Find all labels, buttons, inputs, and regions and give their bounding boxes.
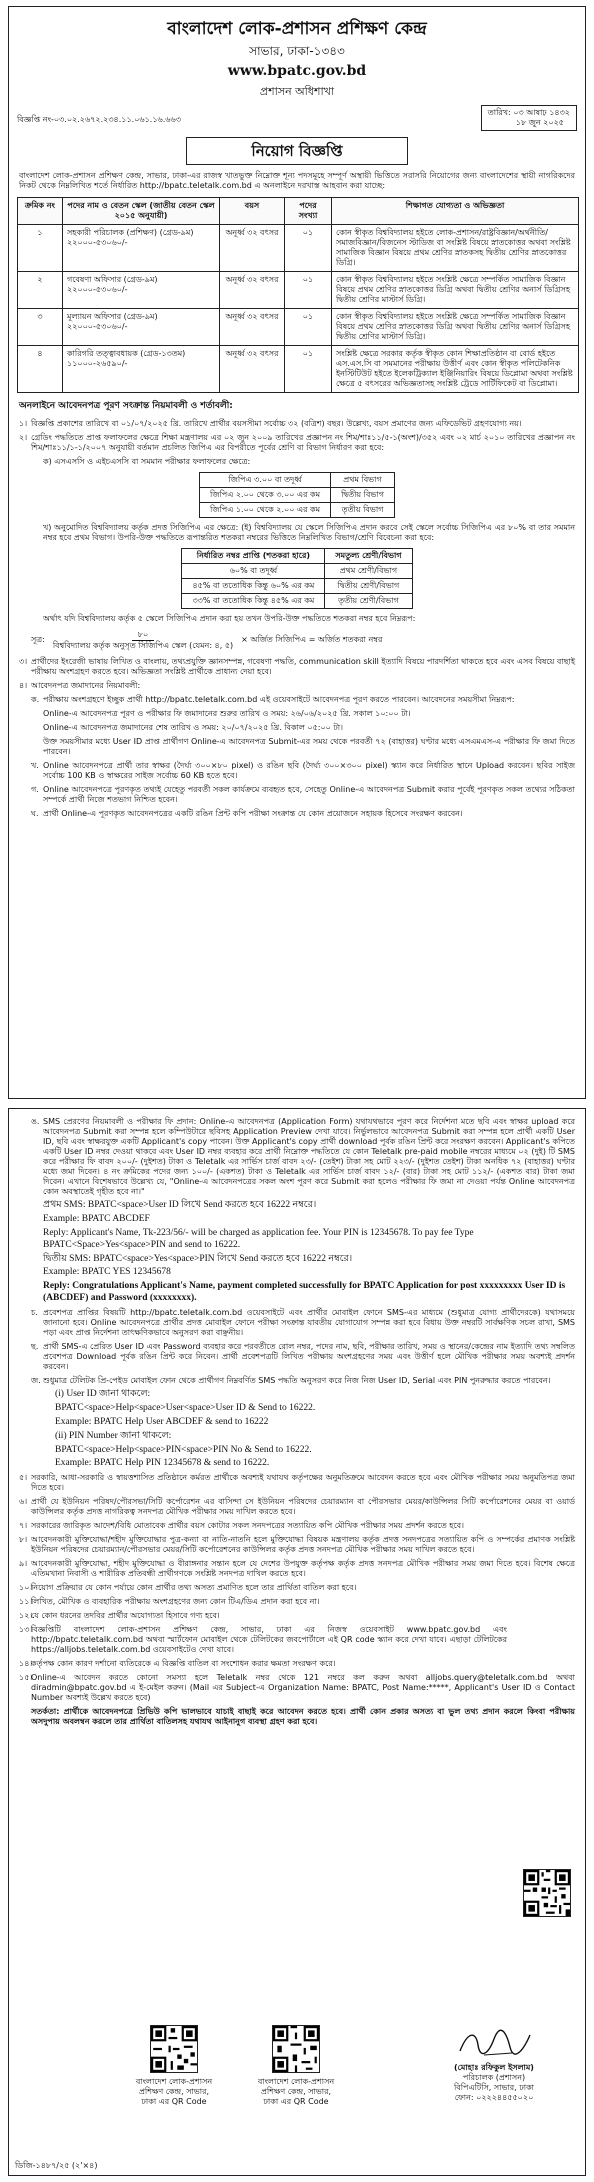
final-text: প্রার্থী যে ইউনিয়ন পরিষদ/পৌরসভা/সিটি কর্পোরেশন এর বাসিন্দা সে ইউনিয়ন পরিষদের চেয়ারম্যান বা পৌরসভার মেয়র/কাউন্সিলর সিটি কর্পোরেশনের মেয়র বা ওয়ার্ড কাউন্সিলর কর্তৃক প্রদত্ত নাগরিকত্ব সনদপত্র মৌখিক পরীক্ষার সময় দাখিল করতে হবে। <box>31 1497 575 1517</box>
final-text: কর্তৃপক্ষ কোন কারণ দর্শানো ব্যতিরেকে এ বিজ্ঞপ্তি বাতিল বা সংশোধন করার ক্ষমতা সংরক্ষণ করে। <box>31 1659 336 1669</box>
table-row <box>182 578 412 593</box>
after-sms-item <box>9 1374 585 1388</box>
condition-item <box>9 655 585 679</box>
final-num: ১২। <box>19 1611 33 1621</box>
qr-code-icon <box>273 2026 319 2072</box>
formula-label: সূত্র: <box>31 635 45 644</box>
table-row <box>200 472 395 487</box>
row-count: ০১ <box>285 272 332 309</box>
table-row <box>18 272 579 309</box>
gpa-b-range: ৬০% বা তদূর্ধ্ব <box>182 563 325 578</box>
final-num: ৮। <box>19 1535 28 1545</box>
sms-num: ঙ. <box>31 1117 40 1126</box>
sms-example-line: প্রথম SMS: BPATC<space>User ID লিখে Send করতে হবে 16222 নম্বরে। <box>43 1200 317 1210</box>
condition-text: গ্রেডিং পদ্ধতিতে প্রাপ্ত ফলাফলের ক্ষেত্রে শিক্ষা মন্ত্রণালয় এর ০২ জুন ২০০৯ তারিখের প্রজ্ঞাপন নং শিম/শাঃ১১/৫-১(অংশ)/৩৫২ এবং ০২ মার্চ ২০১০ তারিখের প্রজ্ঞাপন নং শিম/শাঃ১১/১-১/২০০৭ অনুযায়ী বর্তমান প্রচলিত জিপিএ এর বিপরীতে পূর্বের শ্রেণি বা বিভাগ নির্ধারণ করা হবে: <box>31 432 575 452</box>
row-serial: ১ <box>18 225 63 272</box>
condition-text: বিজ্ঞপ্তি প্রকাশের তারিখে বা ০১/০৭/২০২৫ খ্রি. তারিখে প্রার্থীর বয়সসীমা সর্বোচ্চ ৩২ (বত্রিশ) বছর। উল্লেখ্য, বয়স প্রমাণের জন্য এফিডেভিট গ্রহণযোগ্য নয়। <box>31 418 522 428</box>
qr1-caption-2: প্রশিক্ষণ কেন্দ্র, সাভার, <box>138 2087 210 2096</box>
final-item <box>9 1595 585 1609</box>
condition-num: ২। <box>19 432 28 442</box>
signature-block <box>409 2025 579 2103</box>
gpa-b-class: প্রথম শ্রেণী/বিভাগ <box>325 563 412 578</box>
handwritten-signature-icon <box>454 2025 534 2059</box>
row-qualification: সংশ্লিষ্ট ক্ষেত্রে সরকার কর্তৃক স্বীকৃত কোন শিক্ষাপ্রতিষ্ঠান বা বোর্ড হইতে এস.এস.সি বা সমমানের পরীক্ষায় উত্তীর্ণ এবং কোন স্বীকৃত পলিটেকনিক ইনস্টিটিউট হইতে ইলেকট্রিক্যাল ইঞ্জিনিয়ারিং বিষয়ে ডিপ্লোমা অথবা সংশ্লিষ্ট ক্ষেত্রে ৫ বৎসরের অভিজ্ঞতাসহ সংশ্লিষ্ট ট্রেডে সার্টিফিকেট বা ডিপ্লোমা। <box>332 346 579 393</box>
apply-item <box>9 759 585 783</box>
notice-sheet-1 <box>8 6 586 1099</box>
intro-text: বাংলাদেশ লোক-প্রশাসন প্রশিক্ষণ কেন্দ্র, সাভার, ঢাকা-এর রাজস্ব খাতভুক্ত নিম্নোক্ত শূন্য পদসমূহে সম্পূর্ণ অস্থায়ী ভিত্তিতে সরাসরি নিয়োগের জন্য বাংলাদেশের স্থায়ী নাগরিকদের নিকট থেকে নিম্নলিখিত শর্তে নির্ধারিত http://bpatc.teletalk.com.bd এ অনলাইনে দরখাস্ত আহবান করা যাচ্ছে: <box>19 171 575 191</box>
apply-item <box>9 693 585 707</box>
col-qualification: শিক্ষাগত যোগ্যতা ও অভিজ্ঞতা <box>332 198 579 225</box>
sms-example-line: Example: BPATC YES 12345678 <box>43 1267 171 1278</box>
table-row <box>200 487 395 502</box>
condition-num: ৪। <box>19 680 28 690</box>
after-sms-text: প্রার্থী SMS-এ প্রেরিত User ID এবং Password ব্যবহার করে পরবর্তীতে রোল নম্বর, পদের নাম, ছবি, পরীক্ষার তারিখ, সময় ও স্থানের/কেন্দ্রের নাম ইত্যাদি তথ্য সম্বলিত প্রবেশপত্র Download পূর্বক রঙিন প্রিন্ট করে নিবেন। প্রার্থী প্রবেশপত্রটি লিখিত পরীক্ষায় অংশগ্রহণের সময় এবং উত্তীর্ণ হলে মৌখিক পরীক্ষার সময় অবশ্যই প্রদর্শন করবেন। <box>43 1342 575 1371</box>
qr2-caption-2: প্রশিক্ষণ কেন্দ্র, সাভার, <box>260 2087 332 2096</box>
signer-name: (মোহাঃ রফিকুল ইসলাম) <box>454 2063 534 2072</box>
after-sms-item <box>9 1340 585 1374</box>
gpa-a-class: দ্বিতীয় বিভাগ <box>331 487 395 502</box>
final-text: লিখিত, মৌখিক ও ব্যবহারিক পরীক্ষায় অংশগ্রহণের জন্য কোন টিএ/ডিএ প্রদান করা হবে না। <box>31 1597 320 1607</box>
final-item <box>9 1519 585 1533</box>
qr-code-teletalk[interactable] <box>523 1869 571 1917</box>
final-item <box>9 1623 585 1657</box>
recovery-line: (ii) PIN Number জানা থাকলে: <box>55 1430 172 1441</box>
qr-code-icon <box>524 1870 570 1916</box>
gpa-a-class: প্রথম বিভাগ <box>331 472 395 487</box>
warning-note: সতর্কতা: প্রার্থীকে আবেদনপত্রে প্রিভিউ কপি ভালভাবে যাচাই বাছাই করে আবেদন করতে হবে। প্রার্থী কোন প্রকার অসত্য বা ভুল তথ্য প্রদান করলে কিংবা পরীক্ষায় অসদুপায় অবলম্বন করলে তার প্রার্থিতা বাতিলসহ যথাযথ আইনানুগ ব্যবস্থা গ্রহণ করা হবে। <box>31 1707 575 1727</box>
gpa-a-range: জিপিএ ৩.০০ বা তদূর্ধ্ব <box>200 472 331 487</box>
gpa-a-range: জিপিএ ১.০০ থেকে ২.০০ এর কম <box>200 502 331 517</box>
signature-image <box>409 2025 579 2063</box>
jobs-table <box>17 197 579 393</box>
recovery-line: (i) User ID জানা থাকলে: <box>55 1389 151 1399</box>
signer-title: পরিচালক (প্রশাসন) <box>462 2073 526 2082</box>
final-text: বিজ্ঞপ্তিটি বাংলাদেশ লোক-প্রশাসন প্রশিক্ষণ কেন্দ্র, সাভার, ঢাকা এর নিজস্ব ওয়েবসাইট www.bpatc.gov.bd এবং http://bpatc.teletalk.com.bd অথবা স্মার্টফোন মোবাইল থেকে টেলিটকের জবপোর্টালে এই QR code স্ক্যান করে দেখা যাবে। এছাড়া টেলিটকের https://alljobs.teletalk.com.bd ওয়েবসাইটেও দেখা যাবে। <box>31 1625 507 1655</box>
row-count: ০১ <box>285 225 332 272</box>
date-label: তারিখ: <box>487 107 511 117</box>
recovery-line: Example: BPATC Help PIN 12345678 & send to 16222. <box>55 1458 270 1469</box>
gpa-b-head-1: নির্ধারিত নম্বর প্রাপ্তি (শতকরা হারে) <box>182 548 325 563</box>
org-address: সাভার, ঢাকা-১৩৪৩ <box>249 44 345 59</box>
qr1-caption-3: ঢাকা এর QR Code <box>141 2097 207 2106</box>
gpa-b-class: তৃতীয় শ্রেণী/বিভাগ <box>325 593 412 608</box>
sms-example-line: Reply: Congratulations Applicant's Name, payment completed successfully for BPATC Application for post xxxxxxxxx User ID is (ABCDEF) and Password (xxxxxxxx). <box>43 1281 566 1304</box>
memo-number: বিজ্ঞপ্তি নং-০৩.০২.২৬৭২.২৩৪.১১.০৬১.১৬.৬৬৩ <box>17 114 181 124</box>
qr-code-bpatc[interactable] <box>150 2025 198 2073</box>
recovery-line: Example: BPATC Help User ABCDEF & send to 16222 <box>55 1416 269 1427</box>
condition-num: ৩। <box>19 656 28 666</box>
signer-phone: ফোন: ০২২২৪৪৫৫০২০ <box>454 2093 534 2102</box>
gpa-b-class: দ্বিতীয় শ্রেণী/বিভাগ <box>325 578 412 593</box>
after-sms-item <box>9 1306 585 1340</box>
notice-header <box>9 7 585 99</box>
final-item <box>9 1657 585 1671</box>
apply-text: পরীক্ষায় অংশগ্রহণে ইচ্ছুক প্রার্থী http://bpatc.teletalk.com.bd এই ওয়েবসাইটে আবেদনপত্র পূরণ করতে পারবেন। আবেদনের সময়সীমা নিম্নরূপ: <box>43 694 515 704</box>
table-row <box>18 309 579 346</box>
signer-org: বিপিএটিসি, সাভার, ঢাকা <box>454 2083 534 2092</box>
cgpa-formula <box>9 626 585 655</box>
gpa-a-class: তৃতীয় বিভাগ <box>331 502 395 517</box>
final-num: ৯। <box>19 1559 28 1569</box>
final-text: সরকারের জারিকৃত আদেশ/বিধি মোতাবেক প্রার্থীর বয়স কোটার সকল সনদপত্রের সত্যায়িত কপি মৌখিক পরীক্ষার সময় প্রদর্শন করতে হবে। <box>31 1521 464 1531</box>
final-item <box>9 1609 585 1623</box>
table-row <box>18 225 579 272</box>
apply-item <box>9 735 585 759</box>
qr1-caption-1: বাংলাদেশ লোক-প্রশাসন <box>135 2077 213 2086</box>
col-age: বয়স <box>220 198 285 225</box>
notice-sheet-2 <box>8 1108 586 2176</box>
sms-example-line: দ্বিতীয় SMS: BPATC<space>Yes<space>PIN লিখে Send করতে হবে 16222 নম্বরে। <box>43 1253 353 1264</box>
final-num: ১৪। <box>19 1659 33 1669</box>
apply-item <box>9 783 585 807</box>
row-serial: ৩ <box>18 309 63 346</box>
table-row <box>182 548 412 563</box>
apply-num: খ. <box>31 760 39 770</box>
gpa-b-head-2: সমতুল্য শ্রেণী/বিভাগ <box>325 548 412 563</box>
final-text: Online-এ আবেদন করতে কোনো সমস্যা হলে Teletalk নম্বর থেকে 121 নম্বরে কল করুন অথবা alljobs.query@teletalk.com.bd অথবা diradmin@bpatc.gov.bd এ ই-মেইল করুন। (Mail এর Subject-এ Organization Name: BPATC, Post Name:*****, Applicant's User ID ও Contact Number অবশ্যই উল্লেখ করতে হবে) <box>31 1673 575 1703</box>
condition-item <box>9 431 585 455</box>
conditions-title: অনলাইনে আবেদনপত্র পূরণ সংক্রান্ত নিয়মাবলী ও শর্তাবলী: <box>19 401 233 412</box>
final-num: ১৫। <box>19 1673 33 1683</box>
final-text: সরকারি, আধা-সরকারি ও স্বায়ত্তশাসিত প্রতিষ্ঠানে কর্মরত প্রার্থীকে অবশ্যই যথাযথ কর্তৃপক্ষের অনুমতিক্রমে আবেদন করতে হবে এবং মৌখিক পরীক্ষার সময় অনুমতিপত্র জমা দিতে হবে। <box>31 1473 575 1493</box>
row-serial: ২ <box>18 272 63 309</box>
qr-code-icon <box>151 2026 197 2072</box>
col-serial: ক্রমিক নং <box>18 198 63 225</box>
final-num: ১০। <box>19 1583 33 1593</box>
apply-num: ক. <box>31 694 40 704</box>
final-num: ১৩। <box>19 1625 33 1635</box>
condition-num: ১। <box>19 418 28 428</box>
after-sms-text: শুধুমাত্র টেলিটক প্রি-পেইড মোবাইল ফোন থেকে প্রার্থীগণ নিম্নবর্ণিত SMS পদ্ধতি অনুসরণ করে নিজ নিজ User ID, Serial এবং PIN পুনরুদ্ধার করতে পারবেন। <box>43 1376 551 1385</box>
after-sms-text: প্রবেশপত্র প্রাপ্তির বিষয়টি http://bpatc.teletalk.com.bd ওয়েবসাইটে এবং প্রার্থীর মোবাইল ফোনে SMS-এর মাধ্যমে (শুধুমাত্র যোগ্য প্রার্থীদেরকে) যথাসময়ে জানানো হবে। Online আবেদনপত্রে প্রার্থীর প্রদত্ত মোবাইল ফোনে পরীক্ষা সংক্রান্ত যাবতীয় যোগাযোগ সম্পন্ন করা হবে বিধায় উক্ত নম্বরটি সার্বক্ষণিক সচল রাখা, SMS পড়া এবং প্রাপ্ত নির্দেশনা তাৎক্ষণিকভাবে অনুসরণ করা বাঞ্ছনীয়। <box>43 1308 575 1337</box>
apply-text: প্রার্থী Online-এ পূরণকৃত আবেদনপত্রের একটি রঙিন প্রিন্ট কপি পরীক্ষা সংক্রান্ত যে কোন প্রয়োজনে সহায়ক হিসেবে সংরক্ষণ করবেন। <box>43 808 463 818</box>
gpa-b-range: ৩৩% বা ততোধিক কিন্তু ৪৫% এর কম <box>182 593 325 608</box>
row-post: মূল্যায়ন অফিসার (গ্রেড-৯ম) ২২০০০-৫৩০৬০/- <box>63 309 220 346</box>
final-text: যে কোন ধরনের তদবির প্রার্থীর অযোগ্যতা হিসাবে গণ্য হবে। <box>31 1611 220 1621</box>
row-qualification: কোন স্বীকৃত বিশ্ববিদ্যালয় হইতে সংশ্লিষ্ট ক্ষেত্রে সম্পর্কিত সামাজিক বিজ্ঞান বিষয়ে প্রথম শ্রেণির স্নাতকোত্তর ডিগ্রি অথবা দ্বিতীয় শ্রেণির অনার্স ডিগ্রিসহ দ্বিতীয় শ্রেণির মাস্টার্স ডিগ্রি। <box>332 309 579 346</box>
row-age: অনূর্ধ্ব ৩২ বৎসর <box>220 272 285 309</box>
condition-text: আবেদনপত্র জমাদানের নিয়মাবলী: <box>31 680 141 690</box>
qr2-caption-3: ঢাকা এর QR Code <box>263 2097 329 2106</box>
sms-example-line: Example: BPATC ABCDEF <box>43 1213 150 1224</box>
final-num: ৬। <box>19 1497 28 1507</box>
row-post: কারিগরি তত্ত্বাবধায়ক (গ্রেড-১৩তম) ১১০০০-২৬৫৯০/- <box>63 346 220 393</box>
final-item <box>9 1471 585 1495</box>
apply-num: ঘ. <box>31 808 39 818</box>
final-item <box>9 1533 585 1557</box>
memo-row <box>9 105 585 131</box>
apply-text: Online-এ আবেদনপত্র জমাদানের শেষ তারিখ ও সময়: ২০/০৭/২০২৫ খ্রি. বিকাল ০৫:০০ টা। <box>43 722 343 732</box>
table-row <box>200 502 395 517</box>
after-sms-num: ছ. <box>31 1342 39 1351</box>
qr-code-teletalk-footer[interactable] <box>272 2025 320 2073</box>
condition-text: প্রার্থীদের ইংরেজী ভাষায় লিখিত ও বাংলায়, তথ্যপ্রযুক্তি জ্ঞানসম্পন্ন, গবেষণা পদ্ধতি, communication skill ইত্যাদি বিষয়ে পারদর্শিতা থাকতে হবে এবং এসব বিষয়ে বাছাই পরীক্ষায় অংশগ্রহণ করতে হবে। অভিজ্ঞতা সংশ্লিষ্ট প্রার্থীকে প্রাধান্য দেয়া হবে। <box>31 656 576 676</box>
sms-item <box>9 1115 585 1199</box>
final-item <box>9 1671 585 1705</box>
after-sms-num: জ. <box>31 1376 41 1385</box>
row-qualification: কোন স্বীকৃত বিশ্ববিদ্যালয় হইতে লোক-প্রশাসন/রাষ্ট্রবিজ্ঞান/অর্থনীতি/সমাজবিজ্ঞান/বিজনেস স্টাডিজ বা সংশ্লিষ্ট বিষয়ে স্নাতকোত্তর অথবা সংশ্লিষ্ট সামাজিক বিজ্ঞান বিষয়ে প্রথম শ্রেণির স্নাতকসহ দ্বিতীয় শ্রেণির স্নাতকোত্তর ডিগ্রি। <box>332 225 579 272</box>
sms-example-line: Reply: Applicant's Name, Tk-223/56/- will be charged as application fee. Your PIN is 12345678. To pay fee Type BPATC<Space>Yes<space>PIN and send to 16222. <box>43 1227 474 1250</box>
table-row <box>18 346 579 393</box>
col-count: পদের সংখ্যা <box>285 198 332 225</box>
final-text: আবেদনকারী মুক্তিযোদ্ধা/শহীদ মুক্তিযোদ্ধার পুত্র-কন্যা বা নাতি-নাতনি হলে মুক্তিযোদ্ধা বিষয়ক মন্ত্রণালয় কর্তৃক প্রদত্ত সনদপত্রের সত্যায়িত কপি ও সম্পর্কের প্রমাণক সংশ্লিষ্ট ইউনিয়ন পরিষদের চেয়ারম্যান/পৌরসভার মেয়র/সিটি কর্পোরেশনের কাউন্সিলর কর্তৃক প্রদত্ত সনদপত্র মৌখিক পরীক্ষার সময় দাখিল করতে হবে। <box>31 1535 575 1555</box>
row-serial: ৪ <box>18 346 63 393</box>
final-item <box>9 1557 585 1581</box>
gpa-a-range: জিপিএ ২.০০ থেকে ৩.০০ এর কম <box>200 487 331 502</box>
gpa-b-range: ৪৫% বা ততোধিক কিন্তু ৬০% এর কম <box>182 578 325 593</box>
table-row <box>182 563 412 578</box>
row-age: অনূর্ধ্ব ৩২ বৎসর <box>220 309 285 346</box>
row-qualification: কোন স্বীকৃত বিশ্ববিদ্যালয় হইতে সংশ্লিষ্ট ক্ষেত্রে সম্পর্কিত সামাজিক বিজ্ঞান বিষয়ে প্রথম শ্রেণির স্নাতকোত্তর ডিগ্রি অথবা দ্বিতীয় শ্রেণির অনার্স ডিগ্রিসহ দ্বিতীয় শ্রেণির মাস্টার্স ডিগ্রি। <box>332 272 579 309</box>
condition-item <box>9 679 585 693</box>
recovery-line: BPATC<space>Help<space>PIN<space>PIN No & Send to 16222. <box>55 1444 312 1455</box>
apply-text: Online আবেদনপত্রে পূরণকৃত তথ্যই যেহেতু পরবর্তী সকল কার্যক্রমে ব্যবহৃত হবে, সেহেতু Online-এ আবেদনপত্র Submit করার পূর্বেই পূরণকৃত সকল তথ্যের সঠিকতা সম্পর্কে প্রার্থী নিজে শতভাগ নিশ্চিত হবেন। <box>43 784 575 804</box>
org-branch: প্রশাসন অধিশাখা <box>259 84 335 98</box>
date-bangla: ০৩ আষাঢ় ১৪৩২ <box>513 107 570 117</box>
org-name: বাংলাদেশ লোক-প্রশাসন প্রশিক্ষণ কেন্দ্র <box>167 19 427 39</box>
final-num: ৭। <box>19 1521 28 1531</box>
qr2-caption-1: বাংলাদেশ লোক-প্রশাসন <box>257 2077 335 2086</box>
row-post: গবেষণা অফিসার (গ্রেড-৯ম) ২২০০০-৫৩০৬০/- <box>63 272 220 309</box>
col-post: পদের নাম ও বেতন স্কেল (জাতীয় বেতন স্কেল ২০১৫ অনুযায়ী) <box>63 198 220 225</box>
gpa-table-a <box>199 472 395 518</box>
apply-num: গ. <box>31 784 39 794</box>
final-num: ১১। <box>19 1597 33 1607</box>
dfp-reference: ডিজি-১৪৮৭/২৫ (২'×৪) <box>15 2161 98 2170</box>
notice-title: নিয়োগ বিজ্ঞপ্তি <box>186 137 408 166</box>
gpa-table-b <box>181 548 412 609</box>
gpa-note-b: খ) অনুমোদিত বিশ্ববিদ্যালয় কর্তৃক প্রদত্ত সিজিপিএ এর ক্ষেত্রে: (ই) বিশ্ববিদ্যালয় যে স্কেলে সিজিপিএ প্রদান করবে সেই স্কেলে সর্বোচ্চ সিজিপিএ এর ৮০% বা তার সমমান নম্বর হবে প্রথম বিভাগ। উপরি-উক্ত পদ্ধতিতে রূপান্তরিত শতকরা নম্বরের ভিত্তিতে নিম্নলিখিত বিভাগ/শ্রেণি বিবেচনা করা হবে: <box>43 522 575 542</box>
final-num: ৫। <box>19 1473 28 1483</box>
after-sms-num: চ. <box>31 1308 38 1317</box>
date-box <box>481 105 577 131</box>
sms-text: SMS প্রেরণের নিয়মাবলী ও পরীক্ষার ফি প্রদান: Online-এ আবেদনপত্র (Application Form) যথাযথভাবে পূরণ করে নির্দেশনা মতে ছবি এবং স্বাক্ষর upload করে আবেদনপত্র Submit করা সম্পন্ন হলে কম্পিউটারে ছবিসহ Application Preview দেখা যাবে। নির্ভুলভাবে আবেদনপত্র Submit করা সম্পন্ন হলে প্রার্থী একটি User ID, ছবি এবং স্বাক্ষরযুক্ত একটি Applicant's copy পাবেন। উক্ত Applicant's copy প্রার্থী download পূর্বক রঙিন প্রিন্ট করে সংরক্ষণ করবেন। Applicant's কপিতে একটি User ID নম্বর দেওয়া থাকবে এবং User ID নম্বর ব্যবহার করে প্রার্থী নিম্নোক্ত পদ্ধতিতে যে কোন Teletalk pre-paid mobile নম্বরের মাধ্যমে ০২ (দুই) টি SMS করে পরীক্ষার ফি বাবদ ২০০/- (দুইশত) টাকা ও Teletalk এর সার্ভিস চার্জ বাবদ ২৩/- (তেইশ) টাকা সহ মোট ২২৩/- (দুইশত তেইশ) টাকা অনধিক ৭২ (বাহাত্তর) ঘণ্টার মধ্যে জমা দিবেন। ৪ নং ক্রমিকের পদের জন্য ১০০/- (একশত) টাকা ও Teletalk এর সার্ভিস চার্জ বাবদ ১২/- (বার) টাকা সহ মোট ১১২/- (একশত বার) টাকা জমা দিবেন। এখানে বিশেষভাবে উল্লেখ্য যে, "Online-এ আবেদনপত্রের সকল অংশ পূরণ করে Submit করা হলেও পরীক্ষার ফি জমা না দেওয়া পর্যন্ত Online আবেদনপত্র কোন অবস্থাতেই গৃহীত হবে না।" <box>43 1117 575 1196</box>
final-item <box>9 1581 585 1595</box>
org-website[interactable]: www.bpatc.gov.bd <box>227 63 367 80</box>
formula-fraction <box>53 630 233 651</box>
final-item <box>9 1495 585 1519</box>
condition-item <box>9 417 585 431</box>
footer-qr-block-2 <box>221 2025 371 2107</box>
formula-note: অর্থাৎ যদি বিশ্ববিদ্যালয় কর্তৃক ৫ স্কেলে সিজিপিএ প্রদান করা হয় তখন উপরি-উক্ত পদ্ধতিতে শতকরা নম্বর হবে নিম্নরূপ: <box>43 613 416 623</box>
row-age: অনূর্ধ্ব ৩২ বৎসর <box>220 346 285 393</box>
row-count: ০১ <box>285 346 332 393</box>
apply-item <box>9 707 585 721</box>
apply-text: Online-এ আবেদনপত্র পূরণ ও পরীক্ষার ফি জমাদানের শুরুর তারিখ ও সময়: ২৬/০৬/২০২৫ খ্রি. সকাল ১০:০০ টা। <box>43 708 411 718</box>
formula-rhs: × অর্জিত সিজিপিএ = অর্জিত শতকরা নম্বর <box>241 635 383 644</box>
apply-item <box>9 721 585 735</box>
row-count: ০১ <box>285 309 332 346</box>
formula-numerator: ৮০ <box>132 630 154 641</box>
final-text: নিয়োগ প্রক্রিয়ার যে কোন পর্যায়ে কোন প্রার্থীর তথ্য অসত্য প্রমাণিত হলে তার প্রার্থিতা বাতিল করা হবে। <box>31 1583 357 1593</box>
row-post: সহকারী পরিচালক (প্রশিক্ষণ) (গ্রেড-৯ম) ২২০০০-৫৩০৬০/- <box>63 225 220 272</box>
row-age: অনূর্ধ্ব ৩২ বৎসর <box>220 225 285 272</box>
date-english: ১৮ জুন ২০২৫ <box>515 117 564 127</box>
final-text: আবেদনকারী মুক্তিযোদ্ধা, শহীদ মুক্তিযোদ্ধা ও বীরাঙ্গনার সন্তান হলে যে দেশের উপযুক্ত কর্তৃপক্ষ কর্তৃক প্রদত্ত সনদপত্র মৌখিক পরীক্ষার সময় জমা দিতে হবে। বিশেষ ক্ষেত্রে এতিমখানা নিবাসী ও শারীরিক প্রতিবন্ধী প্রার্থীগণকে সংশ্লিষ্ট সনদপত্র দাখিল করতে হবে। <box>31 1559 575 1579</box>
apply-text: Online আবেদনপত্রে প্রার্থী তার স্বাক্ষর (দৈর্ঘ্য ৩০০×৮০ pixel) ও রঙিন ছবি (দৈর্ঘ্য ৩০০×৩০০ pixel) স্ক্যান করে নির্ধারিত স্থানে Upload করবেন। ছবির সাইজ সর্বোচ্চ 100 KB ও স্বাক্ষরের সাইজ সর্বোচ্চ 60 KB হতে হবে। <box>43 760 575 780</box>
apply-text: উক্ত সময়সীমার মধ্যে User ID প্রাপ্ত প্রার্থীগণ Online-এ আবেদনপত্র Submit-এর সময় থেকে পরবর্তী ৭২ (বাহাত্তর) ঘণ্টার মধ্যে এসএমএস-এ পরীক্ষার ফি জমা দিতে পারবেন। <box>43 736 575 756</box>
recovery-line: BPATC<space>Help<space>User<space>User ID & Send to 16222. <box>55 1402 316 1413</box>
gpa-note-a: ক) এসএসসি ও এইচএসসি বা সমমান পরীক্ষার ফলাফলের ক্ষেত্রে: <box>43 456 251 466</box>
footer <box>9 2025 585 2175</box>
jobs-table-header <box>18 198 579 225</box>
table-row <box>182 593 412 608</box>
formula-denominator: বিশ্ববিদ্যালয় কর্তৃক অনুসৃত সিজিপিএ স্কেল (যেমন: ৪, ৫) <box>52 640 234 650</box>
apply-item <box>9 807 585 821</box>
